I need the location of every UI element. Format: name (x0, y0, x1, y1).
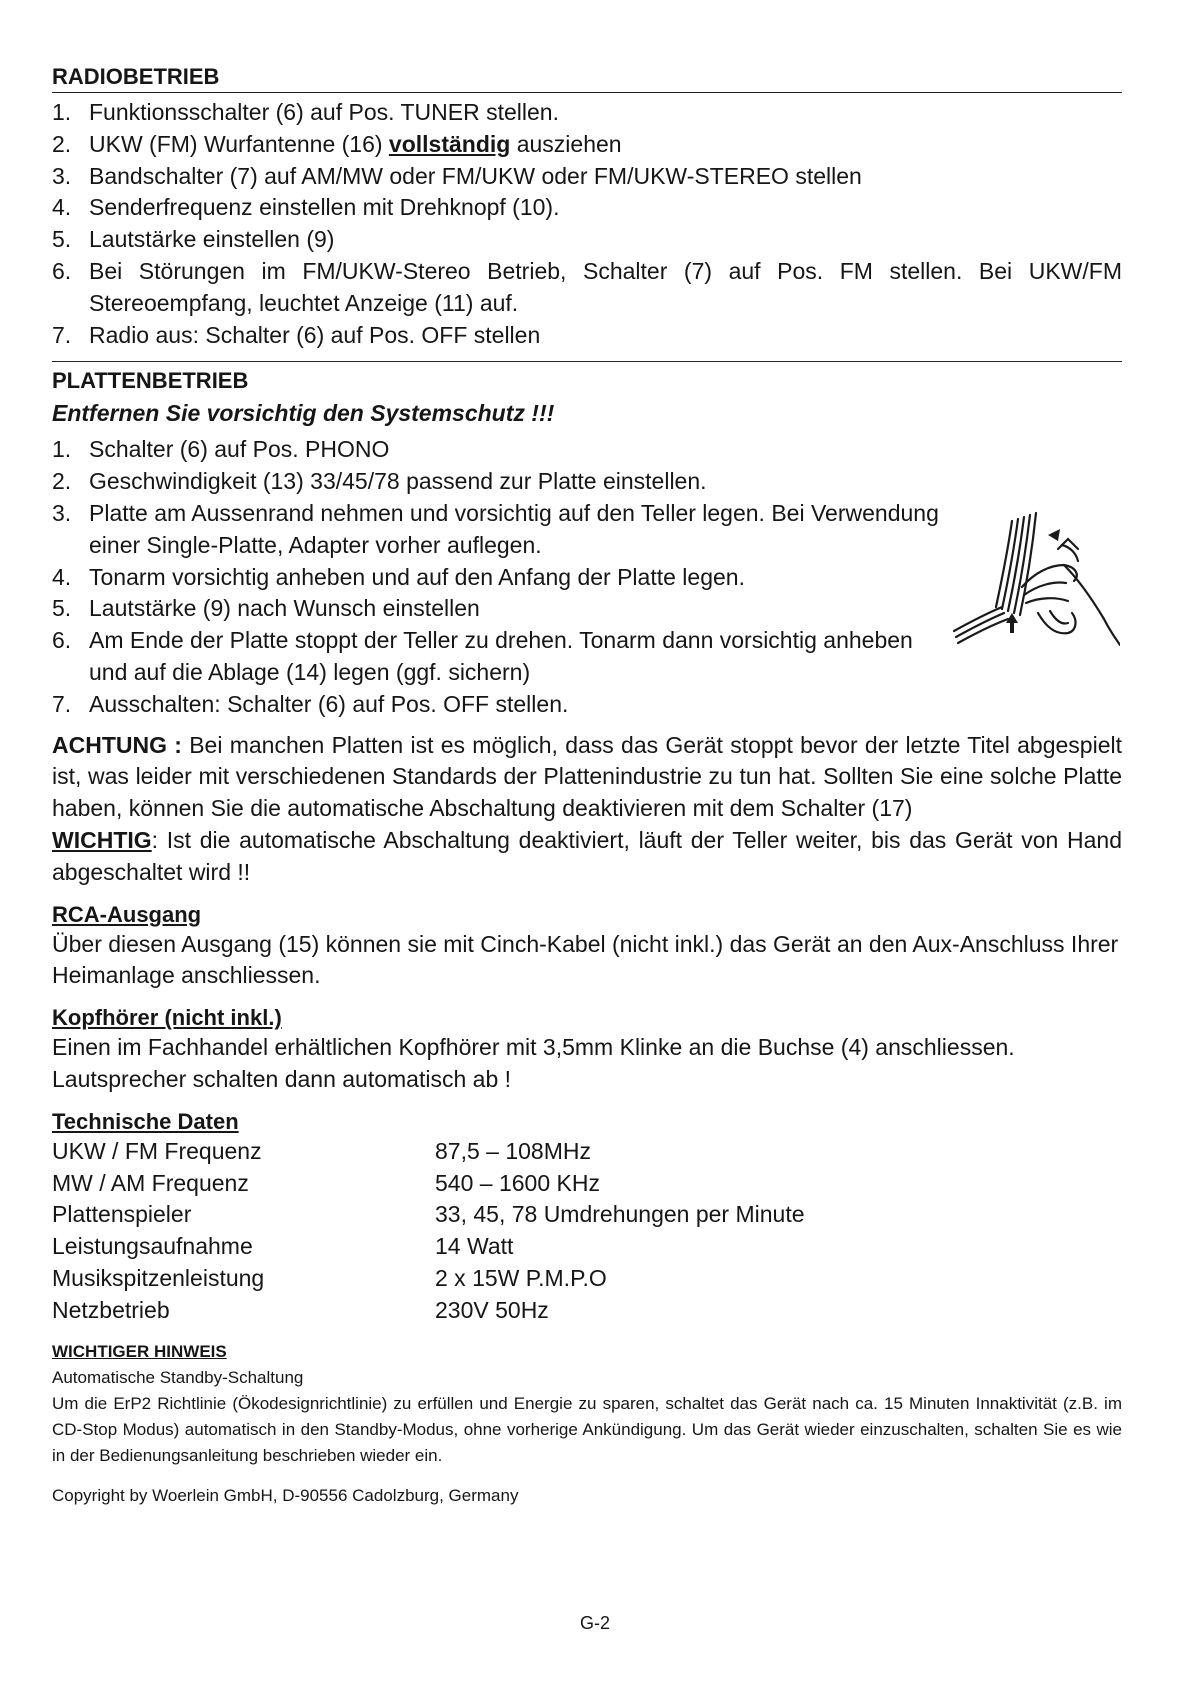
step-number: 4. (52, 563, 72, 590)
page-number: G-2 (579, 1613, 610, 1633)
step-number: 5. (52, 226, 72, 253)
spec-label: Plattenspieler (52, 1201, 192, 1228)
step-text: Bandschalter (7) auf AM/MW oder FM/UKW oder FM/UKW-STEREO stellen (89, 162, 862, 189)
spec-value: 540 – 1600 KHz (435, 1169, 600, 1196)
step-text: Lautstärke einstellen (9) (89, 226, 335, 253)
step-number: 1. (52, 99, 72, 125)
list-item (52, 562, 947, 594)
step-number: 3. (52, 499, 72, 526)
step-text (89, 129, 1122, 161)
radio-steps-list (52, 97, 1122, 351)
spec-label: Musikspitzenleistung (52, 1264, 265, 1291)
step-text: Lautstärke (9) nach Wunsch einstellen (89, 595, 480, 622)
list-item (52, 625, 947, 689)
notice-title: WICHTIGER HINWEIS (52, 1341, 227, 1361)
step-text-emphasis: vollständig (388, 130, 511, 157)
list-item (52, 593, 947, 625)
radio-section (52, 62, 1122, 351)
list-item (52, 320, 1122, 352)
hand-holding-record-illustration (952, 509, 1120, 659)
step-text: Ausschalten: Schalter (6) auf Pos. OFF stellen. (89, 690, 569, 717)
wichtig-paragraph (52, 825, 1122, 889)
wichtig-text: : Ist die automatische Abschaltung deaktiviert, läuft der Teller weiter, bis das Gerät von Hand abgeschaltet wird !! (52, 826, 1122, 885)
spec-label: UKW / FM Frequenz (52, 1137, 262, 1164)
step-number: 4. (52, 194, 72, 221)
step-number: 7. (52, 690, 72, 717)
list-item (52, 97, 1122, 129)
headphones-title: Kopfhörer (nicht inkl.) (52, 1005, 282, 1031)
step-text: Schalter (6) auf Pos. PHONO (89, 436, 390, 463)
table-row (52, 1295, 1122, 1327)
step-text: Bei Störungen im FM/UKW-Stereo Betrieb, Schalter (7) auf Pos. FM stellen. Bei UKW/FM Stereoempfang, leuchtet Anzeige (11) auf. (89, 257, 1122, 316)
rca-text: Über diesen Ausgang (15) können sie mit Cinch-Kabel (nicht inkl.) das Gerät an den Aux-Anschluss Ihrer Heimanlage anschliessen. (52, 930, 1119, 989)
step-number: 7. (52, 321, 72, 348)
spec-label: Netzbetrieb (52, 1296, 170, 1323)
spec-label: MW / AM Frequenz (52, 1169, 249, 1196)
table-row (52, 1231, 1122, 1263)
list-item (52, 224, 1122, 256)
table-row (52, 1136, 1122, 1168)
step-text: Am Ende der Platte stoppt der Teller zu drehen. Tonarm dann vorsichtig anheben und auf die Ablage (14) legen (ggf. sichern) (89, 627, 913, 685)
step-number: 2. (52, 130, 72, 157)
specs-title: Technische Daten (52, 1108, 239, 1134)
phono-steps-wrap (52, 434, 1122, 720)
step-text: Platte am Aussenrand nehmen und vorsichtig auf den Teller legen. Bei Verwendung einer Single-Platte, Adapter vorher auflegen. (89, 499, 939, 558)
table-row (52, 1199, 1122, 1231)
achtung-text: Bei manchen Platten ist es möglich, dass das Gerät stoppt bevor der letzte Titel abgespielt ist, was leider mit verschiedenen Standards der Plattenindustrie zu tun hat. Sollten Sie eine solche Platte haben, können Sie die automatische Abschaltung deaktivieren mit dem Schalter (17) (52, 731, 1122, 822)
step-text: Funktionsschalter (6) auf Pos. TUNER stellen. (89, 99, 559, 125)
spec-value: 14 Watt (435, 1233, 514, 1260)
spec-value: 230V 50Hz (435, 1296, 549, 1323)
page-body (52, 62, 1122, 1509)
step-text-pre: UKW (FM) Wurfantenne (16) (89, 130, 389, 157)
table-row (52, 1263, 1122, 1295)
table-row (52, 1168, 1122, 1200)
section-divider (52, 361, 1122, 362)
list-item (52, 498, 947, 562)
list-item (52, 466, 947, 498)
step-number: 3. (52, 162, 72, 189)
step-number: 6. (52, 257, 72, 284)
list-item (52, 434, 947, 466)
list-item (52, 129, 1122, 161)
step-number: 1. (52, 436, 72, 463)
notice-subtitle: Automatische Standby-Schaltung (52, 1367, 304, 1387)
radio-section-title: RADIOBETRIEB (52, 62, 1122, 93)
list-item (52, 689, 947, 721)
achtung-label: ACHTUNG : (52, 731, 182, 758)
spec-label: Leistungsaufnahme (52, 1233, 253, 1260)
wichtig-label: WICHTIG (52, 826, 152, 853)
list-item (52, 161, 1122, 193)
spec-value: 33, 45, 78 Umdrehungen per Minute (435, 1201, 805, 1228)
step-text: Senderfrequenz einstellen mit Drehknopf (10). (89, 194, 560, 221)
step-text: Tonarm vorsichtig anheben und auf den Anfang der Platte legen. (89, 563, 745, 590)
list-item (52, 256, 1122, 320)
phono-section-title: PLATTENBETRIEB (52, 368, 249, 394)
notice-text: Um die ErP2 Richtlinie (Ökodesignrichtlinie) zu erfüllen und Energie zu sparen, schaltet das Gerät nach ca. 15 Minuten Innaktivität (z.B. im CD-Stop Modus) automatisch in den Standby-Modus, ohne vorherige Ankündigung. Um das Gerät wieder einzuschalten, schalten Sie es wie in der Bedienungsanleitung beschrieben wieder ein. (52, 1393, 1122, 1465)
specs-table (52, 1136, 1122, 1327)
step-text-post: ausziehen (510, 130, 622, 157)
step-text: Radio aus: Schalter (6) auf Pos. OFF stellen (89, 321, 541, 348)
step-text: Geschwindigkeit (13) 33/45/78 passend zur Platte einstellen. (89, 468, 707, 495)
phono-section (52, 366, 1122, 720)
headphones-text: Einen im Fachhandel erhältlichen Kopfhörer mit 3,5mm Klinke an die Buchse (4) anschliessen. Lautsprecher schalten dann automatisch ab ! (52, 1034, 1015, 1092)
step-number: 2. (52, 468, 72, 495)
phono-warning: Entfernen Sie vorsichtig den Systemschutz !!! (52, 400, 555, 427)
step-number: 5. (52, 595, 72, 622)
phono-steps-list (52, 434, 947, 720)
list-item (52, 192, 1122, 224)
achtung-paragraph (52, 730, 1122, 825)
rca-title: RCA-Ausgang (52, 901, 202, 927)
copyright-text: Copyright by Woerlein GmbH, D-90556 Cadolzburg, Germany (52, 1485, 519, 1505)
step-number: 6. (52, 627, 72, 654)
spec-value: 87,5 – 108MHz (435, 1137, 591, 1164)
spec-value: 2 x 15W P.M.P.O (435, 1264, 607, 1291)
